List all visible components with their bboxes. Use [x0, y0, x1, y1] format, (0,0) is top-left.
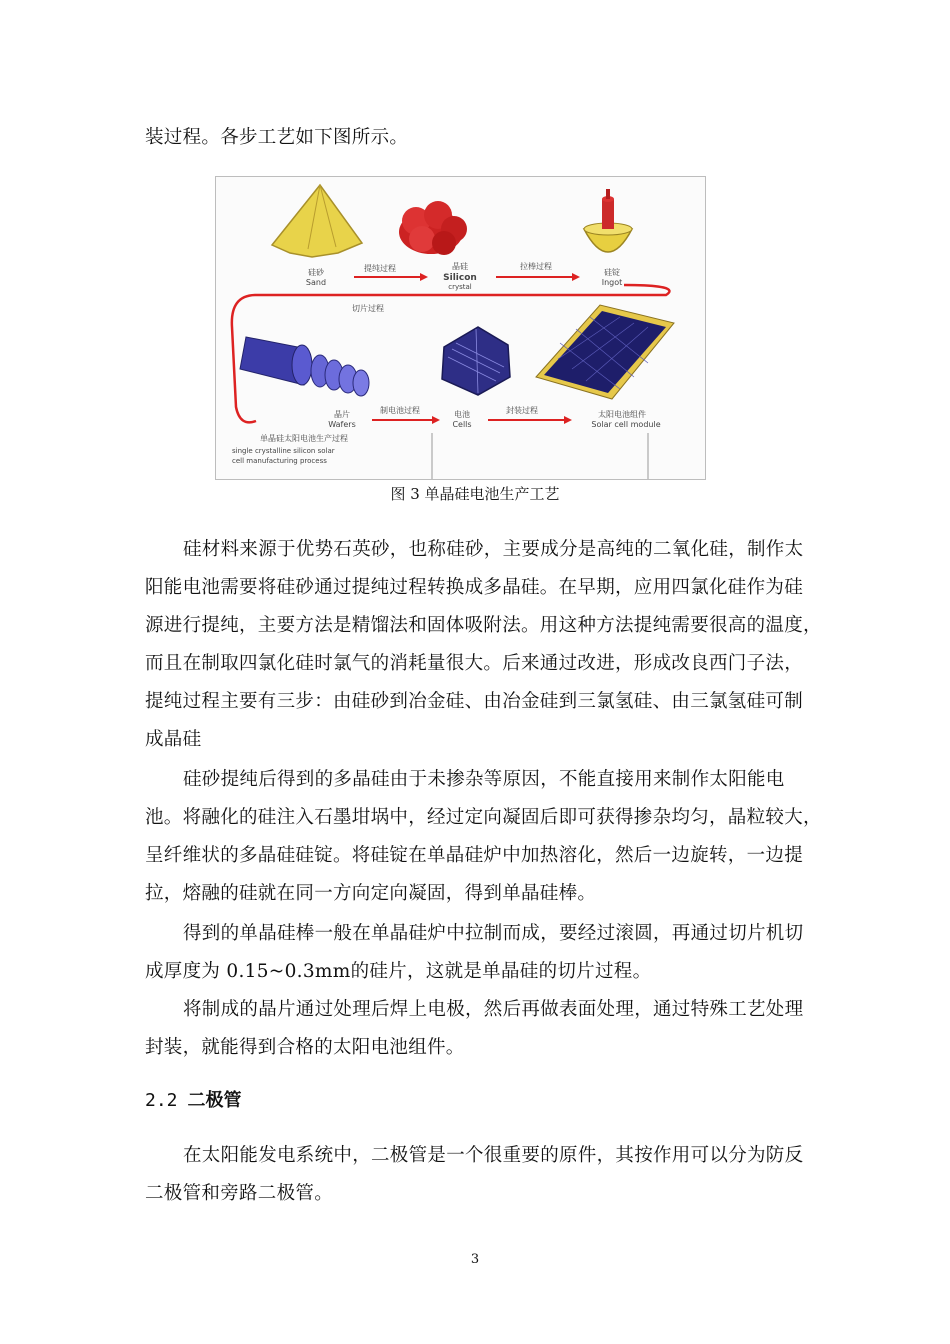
module-label-en: Solar cell module: [591, 420, 661, 429]
paragraph-line: 拉，熔融的硅就在同一方向定向凝固，得到单晶硅棒。: [145, 883, 597, 904]
arrow-encap-icon: [488, 416, 572, 424]
paragraph-line: 提纯过程主要有三步：由硅砂到冶金硅、由冶金硅到三氯氢硅、由三氯氢硅可制: [145, 691, 804, 712]
paragraph-line: 池。将融化的硅注入石墨坩埚中，经过定向凝固后即可获得掺杂均匀，晶粒较大，: [145, 807, 822, 828]
pull-label: 拉棒过程: [520, 262, 552, 271]
process-diagram: [216, 177, 705, 479]
encap-label: 封装过程: [506, 406, 538, 415]
module-label-cn: 太阳电池组件: [598, 410, 646, 419]
process-label-en2: cell manufacturing process: [232, 457, 327, 465]
silicon-label-en2: crystal: [448, 283, 472, 291]
ingot-label-en: Ingot: [601, 278, 623, 287]
cells-label-cn: 电池: [454, 410, 470, 419]
arrow-make-cell-icon: [372, 416, 440, 424]
paragraph-line: 成厚度为 0.15~0.3mm的硅片，这就是单晶硅的切片过程。: [145, 961, 652, 982]
paragraph-line: 二极管和旁路二极管。: [145, 1183, 334, 1204]
process-label-cn: 单晶硅太阳电池生产过程: [260, 434, 348, 443]
sand-label-cn: 硅砂: [308, 268, 324, 277]
ingot-icon: [584, 189, 632, 252]
ingot-label-cn: 硅锭: [604, 268, 620, 277]
paragraph-line: 硅砂提纯后得到的多晶硅由于未掺杂等原因，不能直接用来制作太阳能电: [183, 769, 785, 790]
paragraph-line: 得到的单晶硅棒一般在单晶硅炉中拉制而成，要经过滚圆，再通过切片机切: [183, 923, 804, 944]
silicon-label-en: Silicon: [443, 273, 477, 283]
process-figure: [215, 176, 706, 480]
paragraph-line: 呈纤维状的多晶硅硅锭。将硅锭在单晶硅炉中加热溶化，然后一边旋转，一边提: [145, 845, 804, 866]
sand-pile-icon: [272, 185, 362, 257]
paragraph-line: 将制成的晶片通过处理后焊上电极，然后再做表面处理，通过特殊工艺处理: [183, 999, 804, 1020]
paragraph-line: 硅材料来源于优势石英砂，也称硅砂，主要成分是高纯的二氧化硅，制作太: [183, 539, 804, 560]
silicon-label-cn: 晶硅: [452, 262, 468, 271]
section-heading: [145, 1086, 242, 1112]
paragraph-line: 源进行提纯，主要方法是精馏法和固体吸附法。用这种方法提纯需要很高的温度，: [145, 615, 822, 636]
purify-label: 提纯过程: [364, 264, 396, 273]
section-number: 2.2: [145, 1090, 178, 1111]
process-label-en1: single crystalline silicon solar: [232, 447, 335, 455]
cells-label-en: Cells: [452, 420, 472, 429]
cell-icon: [442, 327, 510, 395]
wafers-label-cn: 晶片: [334, 410, 350, 419]
solar-module-icon: [536, 305, 674, 399]
paragraph-line: 阳能电池需要将硅砂通过提纯过程转换成多晶硅。在早期，应用四氯化硅作为硅: [145, 577, 804, 598]
slice-label: 切片过程: [352, 304, 384, 313]
wafers-icon: [240, 337, 369, 396]
paragraph-line: 成晶硅: [145, 729, 202, 750]
wafers-label-en: Wafers: [328, 420, 356, 429]
make-cell-label: 制电池过程: [380, 406, 420, 415]
sand-label-en: Sand: [305, 278, 327, 287]
arrow-pull-icon: [496, 273, 580, 281]
paragraph-line: 封装，就能得到合格的太阳电池组件。: [145, 1037, 465, 1058]
page-number: 3: [470, 1252, 480, 1267]
intro-line: 装过程。各步工艺如下图所示。: [145, 127, 409, 148]
section-title: 二极管: [187, 1090, 242, 1111]
arrow-purify-icon: [354, 273, 428, 281]
figure-caption: 图 3 单晶硅电池生产工艺: [390, 485, 560, 503]
silicon-crystal-icon: [399, 201, 467, 255]
paragraph-line: 而且在制取四氯化硅时氯气的消耗量很大。后来通过改进，形成改良西门子法，: [145, 653, 804, 674]
paragraph-line: 在太阳能发电系统中，二极管是一个很重要的原件，其按作用可以分为防反: [183, 1145, 804, 1166]
